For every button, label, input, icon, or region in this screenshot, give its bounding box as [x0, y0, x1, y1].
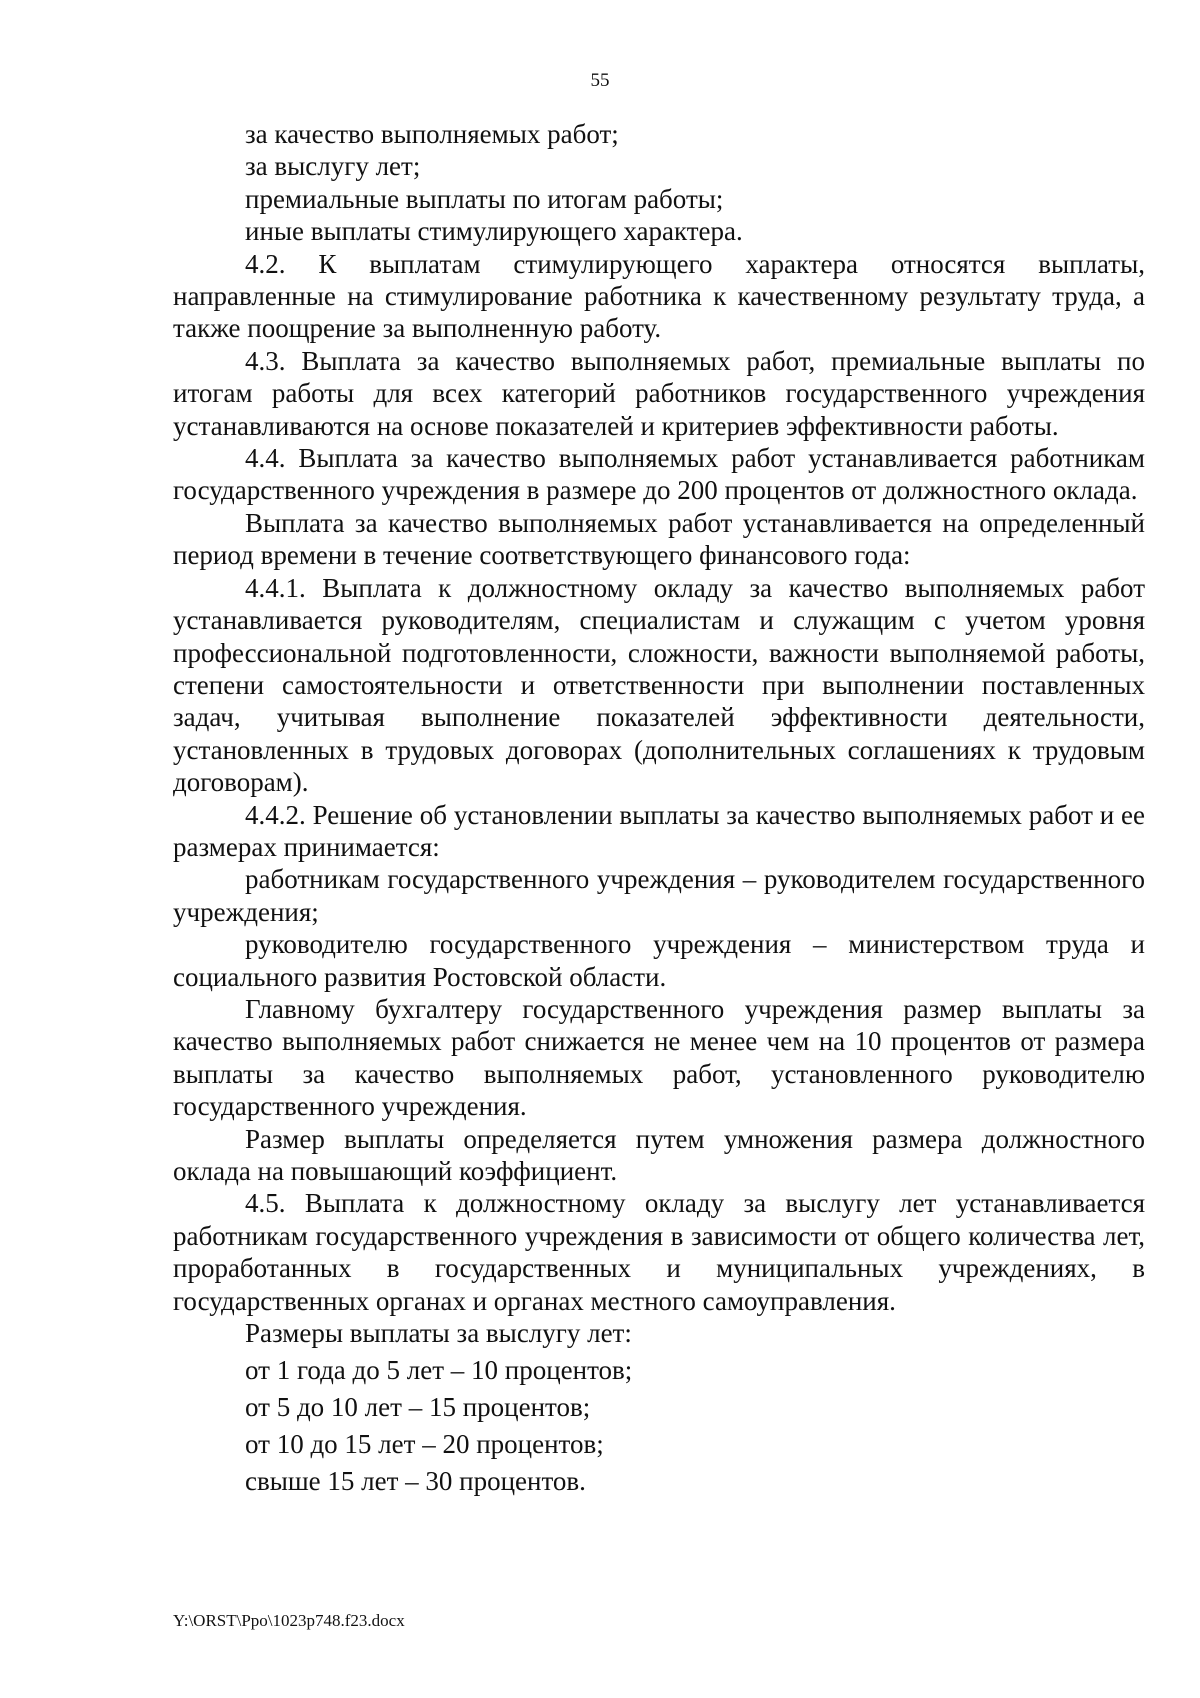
footer-file-path: Y:\ORST\Ppo\1023p748.f23.docx [173, 1611, 405, 1630]
paragraph-chief-accountant: Главному бухгалтеру государственного учреждения размер выплаты за качество выполняемых работ снижается не менее чем на 10 процентов от размера выплаты за качество выполняемых работ, установленного руководителю государственного учреждения. [173, 993, 1145, 1122]
paragraph-4-5: 4.5. Выплата к должностному окладу за выслугу лет устанавливается работникам государственного учреждения в зависимости от общего количества лет, проработанных в государственных и муниципальных учреждениях, в государственных органах и органах местного самоуправления. [173, 1188, 1145, 1316]
seniority-rates-heading: Размеры выплаты за выслугу лет: [245, 1318, 632, 1349]
paragraph-4-4-2: 4.4.2. Решение об установлении выплаты за качество выполняемых работ и ее размерах принимается: [173, 799, 1145, 862]
page-number: 55 [590, 70, 610, 91]
paragraph-4-4-1: 4.4.1. Выплата к должностному окладу за качество выполняемых работ устанавливается руководителям, специалистам и служащим с учетом уровня профессиональной подготовленности, сложности, важности выполняемой работы, степени самостоятельности и ответственности при выполнении поставленных задач, учитывая выполнение показателей эффективности деятельности, установленных в трудовых договорах (дополнительных соглашениях к трудовым договорам). [173, 572, 1145, 798]
seniority-rate-item: от 10 до 15 лет – 20 процентов; [245, 1429, 604, 1460]
paragraph-4-3: 4.3. Выплата за качество выполняемых работ, премиальные выплаты по итогам работы для всех категорий работников государственного учреждения устанавливаются на основе показателей и критериев эффективности работы. [173, 345, 1145, 441]
document-body [173, 118, 1145, 1502]
list-item-seniority: за выслугу лет; [245, 151, 421, 182]
seniority-rate-item: от 1 года до 5 лет – 10 процентов; [245, 1355, 633, 1386]
seniority-rate-item: свыше 15 лет – 30 процентов. [245, 1466, 586, 1497]
list-item-other: иные выплаты стимулирующего характера. [245, 216, 743, 247]
list-item-bonus: премиальные выплаты по итогам работы; [245, 183, 724, 214]
list-item-quality: за качество выполняемых работ; [245, 119, 619, 149]
seniority-rate-item: от 5 до 10 лет – 15 процентов; [245, 1392, 591, 1423]
paragraph-4-2: 4.2. К выплатам стимулирующего характера относятся выплаты, направленные на стимулирование работника к качественному результату труда, а также поощрение за выполненную работу. [173, 248, 1145, 344]
paragraph-quality-period: Выплата за качество выполняемых работ устанавливается на определенный период времени в течение соответствующего финансового года: [173, 507, 1145, 571]
paragraph-head-decision: руководителю государственного учреждения – министерством труда и социального развития Ростовской области. [173, 929, 1145, 992]
paragraph-4-4: 4.4. Выплата за качество выполняемых работ устанавливается работникам государственного учреждения в размере до 200 процентов от должностного оклада. [173, 443, 1145, 506]
paragraph-coefficient: Размер выплаты определяется путем умножения размера должностного оклада на повышающий коэффициент. [173, 1123, 1145, 1186]
paragraph-employees-decision: работникам государственного учреждения – руководителем государственного учреждения; [173, 864, 1145, 927]
